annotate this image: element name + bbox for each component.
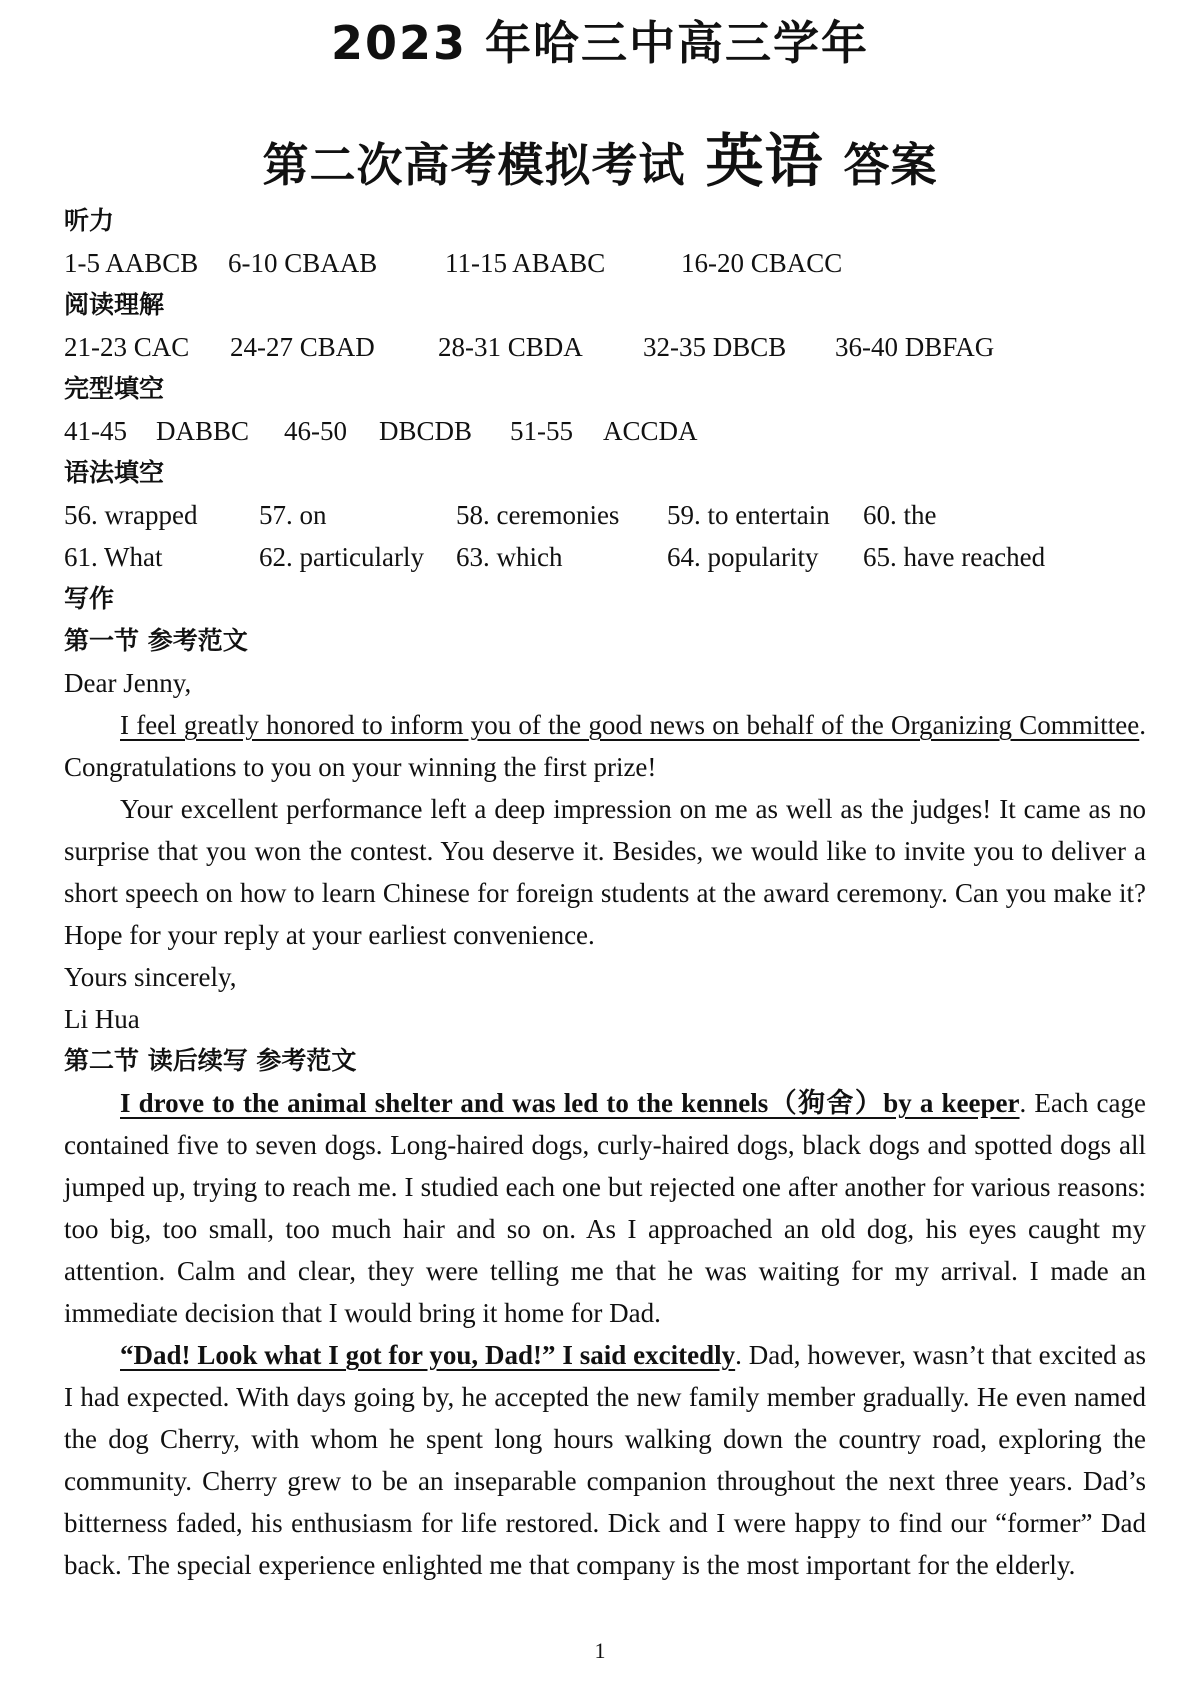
grammar-answer: 63. which — [456, 542, 563, 572]
grammar-answer: 58. ceremonies — [456, 500, 620, 530]
answer-range: 51-55 — [510, 416, 573, 446]
grammar-answers-row1 — [64, 494, 1146, 536]
writing-part2-heading: 第二节 读后续写 参考范文 — [64, 1046, 357, 1075]
answer-group: 28-31 CBDA — [438, 332, 583, 362]
continuation-paragraph-1 — [64, 1082, 1146, 1334]
section-heading-reading: 阅读理解 — [64, 290, 165, 319]
letter-paragraph-2 — [64, 788, 1146, 956]
section-heading-cloze: 完型填空 — [64, 374, 165, 403]
page-number: 1 — [594, 1638, 606, 1663]
given-opening-sentence: “Dad! Look what I got for you, Dad!” I said excitedly — [120, 1340, 736, 1370]
section-heading-listening: 听力 — [64, 206, 115, 235]
answer-group: 1-5 AABCB — [64, 248, 199, 278]
subtitle-subject: 英语 — [705, 127, 824, 195]
grammar-answer: 65. have reached — [863, 542, 1046, 572]
answer-group: 24-27 CBAD — [230, 332, 375, 362]
underlined-opening-sentence: I feel greatly honored to inform you of the good news on behalf of the Organizing Committee — [120, 710, 1140, 740]
grammar-answer: 56. wrapped — [64, 500, 198, 530]
paragraph-text: . Dad, however, wasn’t that excited as I had expected. With days going by, he accepted the new family member gradually. He even named the dog Cherry, with whom he spent long hours walking down the country road, exploring the community. Cherry grew to be an inseparable companion throughout the next three years. Dad’s bitterness faded, his enthusiasm for life restored. Dick and I were happy to find our “former” Dad back. The special experience enlighted me that company is the most important for the elderly. — [64, 1340, 1146, 1580]
answer-letters: ACCDA — [603, 416, 698, 446]
reading-answers — [64, 326, 1146, 368]
subtitle-answers: 答案 — [843, 138, 938, 192]
writing-part1-heading: 第一节 参考范文 — [64, 626, 248, 655]
subtitle-exam-name: 第二次高考模拟考试 — [262, 138, 686, 192]
given-opening-sentence: I drove to the animal shelter and was led to the kennels（狗舍）by a keeper — [120, 1088, 1020, 1118]
grammar-answer: 64. popularity — [667, 542, 819, 572]
paragraph-text: Your excellent performance left a deep impression on me as well as the judges! It came as no surprise that you won the contest. You deserve it. Besides, we would like to invite you to deliver a short speech on how to learn Chinese for foreign students at the award ceremony. Can you make it? Hope for your reply at your earliest convenience. — [64, 794, 1146, 950]
paragraph-text: . Each cage contained five to seven dogs. Long-haired dogs, curly-haired dogs, black dogs and spotted dogs all jumped up, trying to reach me. I studied each one but rejected one after another for various reasons: too big, too small, too much hair and so on. As I approached an old dog, his eyes caught my attention. Calm and clear, they were telling me that he was waiting for my arrival. I made an immediate decision that I would bring it home for Dad. — [64, 1088, 1146, 1328]
page-title: 2023 年哈三中高三学年 — [330, 16, 870, 70]
grammar-answer: 57. on — [259, 500, 327, 530]
answer-group: 36-40 DBFAG — [835, 332, 995, 362]
answer-letters: DABBC — [156, 416, 250, 446]
answer-content — [64, 200, 1146, 1586]
grammar-answer: 61. What — [64, 542, 163, 572]
section-heading-writing: 写作 — [64, 584, 115, 613]
page-subtitle — [0, 126, 1200, 196]
grammar-answer: 59. to entertain — [667, 500, 830, 530]
answer-letters: DBCDB — [379, 416, 473, 446]
grammar-answer: 62. particularly — [259, 542, 424, 572]
answer-range: 41-45 — [64, 416, 127, 446]
section-heading-grammar: 语法填空 — [64, 458, 165, 487]
letter-closing: Yours sincerely, — [64, 962, 237, 992]
answer-group: 32-35 DBCB — [643, 332, 787, 362]
letter-paragraph-1 — [64, 704, 1146, 788]
answer-group: 11-15 ABABC — [445, 248, 606, 278]
paragraph-text: . Congratulations to you on your winning the first prize! — [64, 710, 1146, 782]
continuation-paragraph-2 — [64, 1334, 1146, 1586]
cloze-answers — [64, 410, 1146, 452]
letter-signature: Li Hua — [64, 1004, 140, 1034]
answer-group: 16-20 CBACC — [681, 248, 843, 278]
letter-greeting: Dear Jenny, — [64, 668, 192, 698]
grammar-answers-row2 — [64, 536, 1146, 578]
answer-range: 46-50 — [284, 416, 347, 446]
answer-group: 6-10 CBAAB — [228, 248, 378, 278]
listening-answers — [64, 242, 1146, 284]
grammar-answer: 60. the — [863, 500, 937, 530]
answer-group: 21-23 CAC — [64, 332, 190, 362]
